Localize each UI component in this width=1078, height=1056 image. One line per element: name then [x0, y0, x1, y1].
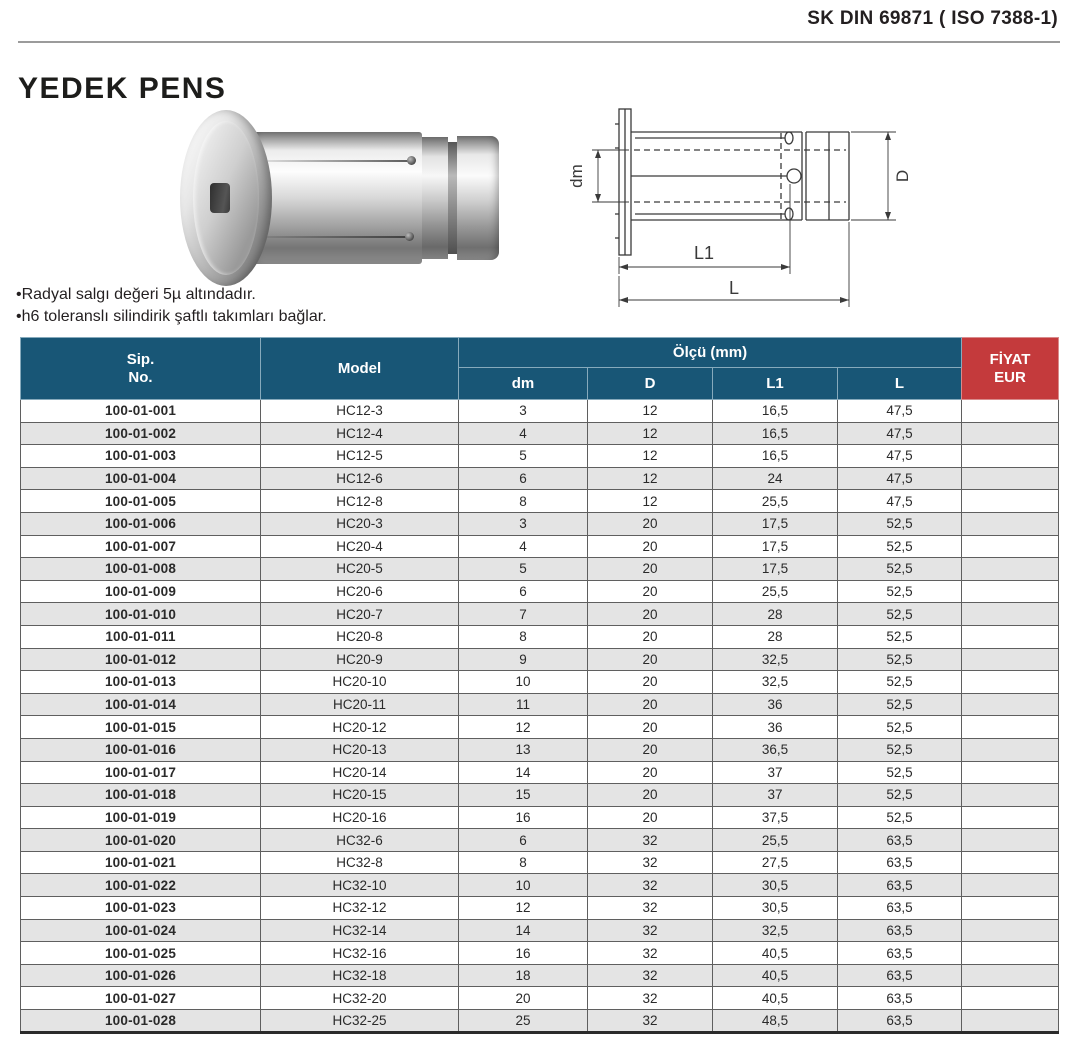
cell-model: HC20-16 [261, 806, 459, 829]
cell-dm: 3 [459, 512, 588, 535]
cell-sip-no: 100-01-013 [21, 671, 261, 694]
cell-l1: 32,5 [713, 648, 838, 671]
cell-d: 20 [588, 784, 713, 807]
collet-center-hole [210, 183, 230, 213]
table-row [21, 580, 1059, 603]
cell-dm: 20 [459, 987, 588, 1010]
cell-model: HC32-16 [261, 942, 459, 965]
cell-l: 63,5 [838, 919, 962, 942]
table-row [21, 829, 1059, 852]
cell-sip-no: 100-01-011 [21, 625, 261, 648]
cell-model: HC12-6 [261, 467, 459, 490]
table-row [21, 761, 1059, 784]
standard-reference: SK DIN 69871 ( ISO 7388-1) [807, 8, 1058, 29]
cell-l: 47,5 [838, 445, 962, 468]
table-row [21, 1010, 1059, 1033]
cell-l1: 32,5 [713, 671, 838, 694]
cell-dm: 6 [459, 829, 588, 852]
cell-d: 32 [588, 1010, 713, 1033]
cell-sip-no: 100-01-002 [21, 422, 261, 445]
cell-d: 20 [588, 625, 713, 648]
cell-l1: 30,5 [713, 874, 838, 897]
cell-price [962, 942, 1059, 965]
cell-model: HC32-12 [261, 897, 459, 920]
cell-l: 52,5 [838, 580, 962, 603]
cell-l1: 27,5 [713, 851, 838, 874]
cell-l1: 36 [713, 693, 838, 716]
cell-price [962, 467, 1059, 490]
cell-l: 47,5 [838, 467, 962, 490]
cell-l1: 17,5 [713, 535, 838, 558]
cell-price [962, 964, 1059, 987]
cell-d: 32 [588, 987, 713, 1010]
cell-l1: 28 [713, 603, 838, 626]
cell-dm: 13 [459, 738, 588, 761]
cell-sip-no: 100-01-020 [21, 829, 261, 852]
col-header-dm: dm [459, 368, 588, 400]
cell-d: 32 [588, 829, 713, 852]
cell-l: 52,5 [838, 535, 962, 558]
cell-model: HC12-3 [261, 400, 459, 423]
cell-d: 20 [588, 693, 713, 716]
table-body [21, 400, 1059, 1033]
table-row [21, 964, 1059, 987]
cell-model: HC20-13 [261, 738, 459, 761]
cell-price [962, 761, 1059, 784]
cell-l1: 37 [713, 784, 838, 807]
cell-price [962, 671, 1059, 694]
cell-sip-no: 100-01-028 [21, 1010, 261, 1033]
table-row [21, 467, 1059, 490]
header-divider [18, 41, 1060, 43]
table-row [21, 738, 1059, 761]
cell-price [962, 625, 1059, 648]
cell-d: 20 [588, 671, 713, 694]
cell-dm: 4 [459, 535, 588, 558]
cell-l1: 17,5 [713, 558, 838, 581]
table-row [21, 422, 1059, 445]
sip-line1: Sip. [126, 351, 155, 369]
cell-l1: 40,5 [713, 987, 838, 1010]
cell-l1: 30,5 [713, 897, 838, 920]
table-row [21, 806, 1059, 829]
cell-sip-no: 100-01-005 [21, 490, 261, 513]
note-tolerance: •h6 toleranslı silindirik şaftlı takımları bağlar. [16, 308, 327, 325]
cell-l: 52,5 [838, 784, 962, 807]
table-row [21, 445, 1059, 468]
sip-line2: No. [128, 368, 153, 386]
dim-label-dm: dm [567, 164, 586, 188]
cell-dm: 8 [459, 851, 588, 874]
cell-sip-no: 100-01-026 [21, 964, 261, 987]
cell-price [962, 648, 1059, 671]
cell-dm: 12 [459, 716, 588, 739]
cell-price [962, 784, 1059, 807]
cell-sip-no: 100-01-022 [21, 874, 261, 897]
table-row [21, 987, 1059, 1010]
cell-model: HC20-7 [261, 603, 459, 626]
cell-sip-no: 100-01-007 [21, 535, 261, 558]
cell-d: 12 [588, 422, 713, 445]
cell-model: HC12-5 [261, 445, 459, 468]
cell-l: 63,5 [838, 964, 962, 987]
cell-l: 47,5 [838, 422, 962, 445]
table-row [21, 535, 1059, 558]
page-title: YEDEK PENS [18, 72, 227, 105]
cell-price [962, 580, 1059, 603]
col-header-price [962, 338, 1059, 400]
cell-l1: 28 [713, 625, 838, 648]
cell-l: 47,5 [838, 490, 962, 513]
cell-l: 63,5 [838, 897, 962, 920]
cell-l: 52,5 [838, 806, 962, 829]
cell-l: 52,5 [838, 693, 962, 716]
cell-model: HC12-8 [261, 490, 459, 513]
cell-l1: 48,5 [713, 1010, 838, 1033]
cell-dm: 14 [459, 919, 588, 942]
table-row [21, 558, 1059, 581]
cell-d: 32 [588, 964, 713, 987]
cell-d: 32 [588, 851, 713, 874]
col-header-L1: L1 [713, 368, 838, 400]
cell-model: HC20-11 [261, 693, 459, 716]
cell-price [962, 874, 1059, 897]
table-row [21, 490, 1059, 513]
cell-model: HC32-14 [261, 919, 459, 942]
cell-sip-no: 100-01-017 [21, 761, 261, 784]
cell-d: 20 [588, 512, 713, 535]
cell-model: HC20-8 [261, 625, 459, 648]
collet-slit [260, 236, 408, 238]
cell-l: 52,5 [838, 512, 962, 535]
cell-model: HC32-25 [261, 1010, 459, 1033]
cell-l: 52,5 [838, 648, 962, 671]
cell-sip-no: 100-01-008 [21, 558, 261, 581]
cell-d: 32 [588, 919, 713, 942]
cell-l1: 25,5 [713, 829, 838, 852]
cell-d: 20 [588, 535, 713, 558]
col-header-D: D [588, 368, 713, 400]
cell-dm: 6 [459, 467, 588, 490]
cell-model: HC32-20 [261, 987, 459, 1010]
price-line2: EUR [994, 368, 1026, 386]
cell-dm: 11 [459, 693, 588, 716]
cell-price [962, 422, 1059, 445]
cell-d: 20 [588, 806, 713, 829]
cell-l: 52,5 [838, 558, 962, 581]
cell-price [962, 987, 1059, 1010]
cell-l1: 37 [713, 761, 838, 784]
cell-d: 20 [588, 761, 713, 784]
cell-price [962, 693, 1059, 716]
cell-price [962, 1010, 1059, 1033]
cell-sip-no: 100-01-003 [21, 445, 261, 468]
table-row [21, 919, 1059, 942]
product-notes [16, 284, 327, 328]
cell-sip-no: 100-01-009 [21, 580, 261, 603]
cell-model: HC32-8 [261, 851, 459, 874]
cell-model: HC20-15 [261, 784, 459, 807]
cell-sip-no: 100-01-027 [21, 987, 261, 1010]
cell-price [962, 400, 1059, 423]
collet-pinhole [405, 232, 414, 241]
cell-model: HC20-12 [261, 716, 459, 739]
cell-d: 20 [588, 603, 713, 626]
cell-sip-no: 100-01-021 [21, 851, 261, 874]
cell-sip-no: 100-01-025 [21, 942, 261, 965]
cell-price [962, 490, 1059, 513]
cell-price [962, 897, 1059, 920]
collet-pinhole [407, 156, 416, 165]
cell-dm: 8 [459, 625, 588, 648]
cell-d: 32 [588, 942, 713, 965]
cell-l: 63,5 [838, 987, 962, 1010]
cell-d: 20 [588, 580, 713, 603]
table-row [21, 784, 1059, 807]
cell-dm: 4 [459, 422, 588, 445]
cell-model: HC32-10 [261, 874, 459, 897]
cell-price [962, 806, 1059, 829]
cell-dm: 8 [459, 490, 588, 513]
cell-l: 63,5 [838, 1010, 962, 1033]
cell-dm: 5 [459, 445, 588, 468]
table-row [21, 400, 1059, 423]
cell-d: 32 [588, 874, 713, 897]
table-row [21, 942, 1059, 965]
cell-l1: 16,5 [713, 422, 838, 445]
product-photo [180, 110, 502, 286]
cell-l1: 24 [713, 467, 838, 490]
cell-sip-no: 100-01-016 [21, 738, 261, 761]
note-runout: •Radyal salgı değeri 5µ altındadır. [16, 286, 256, 303]
cell-l: 52,5 [838, 738, 962, 761]
cell-l: 52,5 [838, 625, 962, 648]
cell-dm: 14 [459, 761, 588, 784]
cell-price [962, 445, 1059, 468]
cell-dm: 16 [459, 942, 588, 965]
table-row [21, 512, 1059, 535]
cell-sip-no: 100-01-024 [21, 919, 261, 942]
cell-price [962, 535, 1059, 558]
cell-dm: 6 [459, 580, 588, 603]
cell-d: 32 [588, 897, 713, 920]
cell-price [962, 558, 1059, 581]
collet-end-cap [457, 136, 499, 260]
table-row [21, 603, 1059, 626]
cell-price [962, 851, 1059, 874]
collet-slit [260, 160, 410, 162]
collet-groove [448, 142, 457, 254]
cell-model: HC20-14 [261, 761, 459, 784]
cell-model: HC20-10 [261, 671, 459, 694]
cell-l: 63,5 [838, 851, 962, 874]
cell-dm: 18 [459, 964, 588, 987]
dim-label-L: L [728, 278, 740, 298]
cell-l1: 40,5 [713, 942, 838, 965]
cell-model: HC20-4 [261, 535, 459, 558]
cell-price [962, 738, 1059, 761]
table-row [21, 874, 1059, 897]
cell-dm: 7 [459, 603, 588, 626]
cell-l1: 25,5 [713, 580, 838, 603]
cell-sip-no: 100-01-001 [21, 400, 261, 423]
cell-sip-no: 100-01-014 [21, 693, 261, 716]
cell-l1: 16,5 [713, 400, 838, 423]
cell-price [962, 919, 1059, 942]
cell-l: 47,5 [838, 400, 962, 423]
cell-l: 52,5 [838, 716, 962, 739]
cell-l1: 25,5 [713, 490, 838, 513]
cell-price [962, 716, 1059, 739]
cell-l1: 16,5 [713, 445, 838, 468]
cell-model: HC20-5 [261, 558, 459, 581]
cell-price [962, 603, 1059, 626]
cell-d: 12 [588, 490, 713, 513]
cell-sip-no: 100-01-015 [21, 716, 261, 739]
collet-body [250, 132, 422, 264]
col-header-model: Model [261, 338, 459, 400]
cell-dm: 16 [459, 806, 588, 829]
cell-l: 63,5 [838, 874, 962, 897]
table-row [21, 625, 1059, 648]
cell-d: 20 [588, 648, 713, 671]
cell-dm: 3 [459, 400, 588, 423]
cell-model: HC32-18 [261, 964, 459, 987]
cell-model: HC20-6 [261, 580, 459, 603]
cell-sip-no: 100-01-004 [21, 467, 261, 490]
cell-sip-no: 100-01-010 [21, 603, 261, 626]
cell-price [962, 512, 1059, 535]
dim-label-D: D [893, 169, 912, 183]
cell-dm: 5 [459, 558, 588, 581]
cell-sip-no: 100-01-012 [21, 648, 261, 671]
cell-l1: 17,5 [713, 512, 838, 535]
cell-l: 63,5 [838, 829, 962, 852]
cell-dm: 15 [459, 784, 588, 807]
cell-dm: 10 [459, 671, 588, 694]
cell-dm: 12 [459, 897, 588, 920]
cell-l1: 36,5 [713, 738, 838, 761]
cell-price [962, 829, 1059, 852]
dim-label-L1: L1 [693, 243, 715, 263]
cell-l: 52,5 [838, 603, 962, 626]
cell-l1: 40,5 [713, 964, 838, 987]
collet-shank-band [422, 137, 448, 259]
cell-model: HC32-6 [261, 829, 459, 852]
cell-l1: 37,5 [713, 806, 838, 829]
col-header-sip-no [21, 338, 261, 400]
cell-sip-no: 100-01-019 [21, 806, 261, 829]
cell-sip-no: 100-01-023 [21, 897, 261, 920]
table-row [21, 648, 1059, 671]
cell-d: 12 [588, 445, 713, 468]
table-row [21, 851, 1059, 874]
table-row [21, 716, 1059, 739]
cell-d: 12 [588, 400, 713, 423]
cell-l: 52,5 [838, 761, 962, 784]
cell-dm: 9 [459, 648, 588, 671]
cell-d: 20 [588, 558, 713, 581]
cell-l: 63,5 [838, 942, 962, 965]
cell-d: 12 [588, 467, 713, 490]
cell-d: 20 [588, 738, 713, 761]
cell-l1: 32,5 [713, 919, 838, 942]
table-row [21, 897, 1059, 920]
cell-model: HC20-9 [261, 648, 459, 671]
col-header-L: L [838, 368, 962, 400]
cell-d: 20 [588, 716, 713, 739]
price-line1: FİYAT [989, 351, 1031, 369]
cell-dm: 25 [459, 1010, 588, 1033]
cell-l: 52,5 [838, 671, 962, 694]
cell-sip-no: 100-01-018 [21, 784, 261, 807]
spec-table [20, 337, 1059, 1034]
cell-l1: 36 [713, 716, 838, 739]
cell-model: HC20-3 [261, 512, 459, 535]
col-header-olcu-group: Ölçü (mm) [459, 338, 962, 368]
technical-drawing [556, 102, 956, 314]
cell-model: HC12-4 [261, 422, 459, 445]
table-row [21, 671, 1059, 694]
cell-sip-no: 100-01-006 [21, 512, 261, 535]
table-row [21, 693, 1059, 716]
cell-dm: 10 [459, 874, 588, 897]
